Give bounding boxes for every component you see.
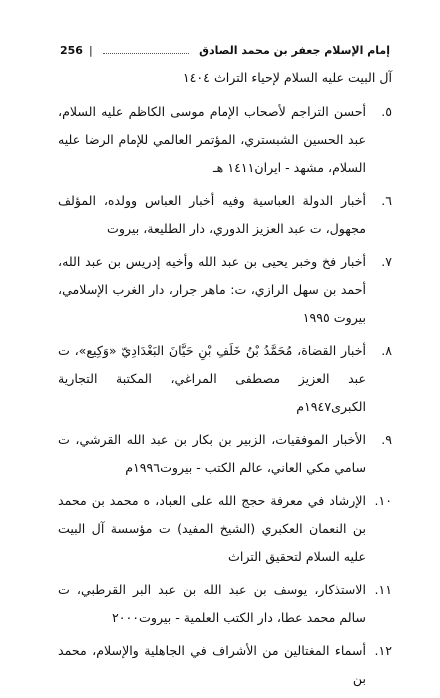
reference-number: ١٢. (374, 643, 392, 658)
reference-text: أخبار فخ وخبر يحيى بن عبد الله وأخيه إدريس بن عبد الله، أحمد بن سهل الرازي، ت: ماهر جرار، دار الغرب الإسلامي، بيروت ١٩٩٥ (58, 254, 366, 325)
reference-text: الاستذكار، يوسف بن عبد الله بن عبد البر القرطبي، ت سالم محمد عطا، دار الكتب العلمية - بيروت٢٠٠٠ (58, 582, 366, 625)
header-separator: | (88, 43, 93, 57)
header-dot-leader (103, 53, 189, 54)
reference-number: ٦. (381, 193, 392, 208)
reference-entry (58, 426, 392, 482)
reference-number: ١٠. (374, 493, 392, 508)
reference-text: الإرشاد في معرفة حجج الله على العباد، ه محمد بن محمد بن النعمان العكبري (الشيخ المفيد) ت مؤسسة آل البيت عليه السلام لتحقيق التراث (58, 493, 366, 564)
page-number: 256 (60, 43, 83, 57)
reference-text: الأخبار الموفقيات، الزبير بن بكار بن عبد الله القرشي، ت سامي مكي العاني، عالم الكتب - بيروت١٩٩٦م (58, 432, 366, 475)
reference-text: أحسن التراجم لأصحاب الإمام موسى الكاظم عليه السلام، عبد الحسين الشبستري، المؤتمر العالمي للإمام الرضا عليه السلام، مشهد - ايران١٤١١ هـ (58, 104, 366, 175)
reference-number: ٧. (381, 254, 392, 269)
reference-entry (58, 576, 392, 632)
reference-number: ٥. (381, 104, 392, 119)
reference-number: ١١. (374, 582, 392, 597)
reference-entry (58, 187, 392, 243)
reference-entry (58, 98, 392, 182)
reference-entry (58, 487, 392, 571)
book-title: إمام الإسلام جعفر بن محمد الصادق (199, 43, 390, 57)
bibliography-list (58, 64, 392, 698)
reference-entry (58, 337, 392, 421)
reference-text: أسماء المغتالين من الأشراف في الجاهلية والإسلام، محمد بن (58, 643, 366, 686)
reference-number: ٨. (381, 343, 392, 358)
reference-text: أخبار الدولة العباسية وفيه أخبار العباس وولده، المؤلف مجهول، ت عبد العزيز الدوري، دار الطليعة، بيروت (58, 193, 366, 236)
reference-entry (58, 248, 392, 332)
reference-number: ٩. (381, 432, 392, 447)
reference-entry (58, 637, 392, 693)
continued-entry: آل البيت عليه السلام لإحياء التراث ١٤٠٤ (182, 70, 392, 85)
running-header (60, 40, 390, 60)
reference-text: أخبار القضاة، مُحَمَّدُ بْنُ خَلَفِ بْنِ حَيَّانَ البَغْدَادِيّ «وَكِيع»، ت عبد العزيز مصطفى المراغي، المكتبة التجارية الكبرى١٩٤٧م (58, 343, 366, 414)
